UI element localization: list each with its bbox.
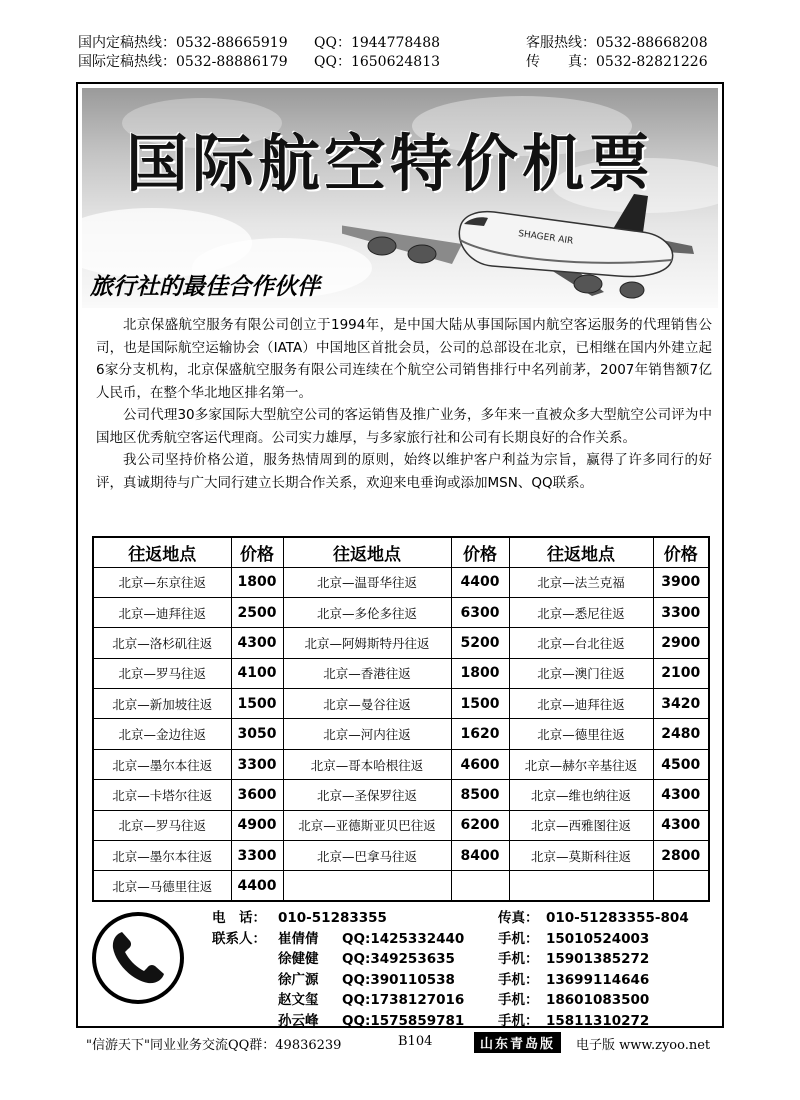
hero-title: 国际航空特价机票 <box>126 127 655 200</box>
fare-price: 3420 <box>653 689 709 719</box>
domestic-hotline: 国内定稿热线：0532-88665919 <box>78 35 288 51</box>
fare-row <box>93 871 709 901</box>
mobile-label: 手机： <box>498 1012 539 1029</box>
col-header-price: 价格 <box>653 537 709 567</box>
phone-emblem <box>92 912 184 1004</box>
fare-route <box>509 871 653 901</box>
fare-price: 4300 <box>231 628 283 658</box>
domestic-qq: QQ：1944778488 <box>314 35 441 51</box>
fare-price: 1500 <box>451 689 509 719</box>
page-footer <box>86 1034 718 1054</box>
tel-number: 010-51283355 <box>278 910 387 926</box>
fare-price: 1620 <box>451 719 509 749</box>
hotline-row-1 <box>78 34 718 53</box>
fare-route: 北京—卡塔尔往返 <box>93 780 231 810</box>
fare-price: 8500 <box>451 780 509 810</box>
fare-route: 北京—西雅图往返 <box>509 810 653 840</box>
fax-number: 010-51283355-804 <box>546 910 689 926</box>
fare-route: 北京—多伦多往返 <box>283 597 451 627</box>
contact-tel-row <box>212 908 712 929</box>
edition-site: 电子版 www.zyoo.net <box>576 1038 711 1053</box>
phone-handset-icon <box>108 928 168 988</box>
mobile-label: 手机： <box>498 951 539 967</box>
fare-price: 4500 <box>653 749 709 779</box>
contact-qq: QQ:390110538 <box>342 971 455 988</box>
contact-mobile: 15811310272 <box>546 1012 650 1029</box>
contact-person-row <box>212 990 712 1011</box>
fare-route: 北京—新加坡往返 <box>93 689 231 719</box>
col-header-price: 价格 <box>231 537 283 567</box>
contact-qq: QQ:1738127016 <box>342 992 465 1008</box>
fare-row <box>93 628 709 658</box>
fare-route: 北京—金边往返 <box>93 719 231 749</box>
fare-price <box>653 871 709 901</box>
fare-row <box>93 567 709 597</box>
fare-price: 5200 <box>451 628 509 658</box>
fare-route: 北京—曼谷往返 <box>283 689 451 719</box>
fare-price: 2100 <box>653 658 709 688</box>
tel-label: 电 话： <box>212 910 266 926</box>
fare-route: 北京—澳门往返 <box>509 658 653 688</box>
hero-tagline: 旅行社的最佳合作伙伴 <box>90 274 320 300</box>
fare-route: 北京—德里往返 <box>509 719 653 749</box>
intl-qq: QQ：1650624813 <box>314 54 441 70</box>
page-number: B104 <box>398 1034 433 1049</box>
fare-price: 2900 <box>653 628 709 658</box>
fare-price: 3300 <box>231 841 283 871</box>
fare-route: 北京—迪拜往返 <box>509 689 653 719</box>
fare-price: 8400 <box>451 841 509 871</box>
fare-price: 4600 <box>451 749 509 779</box>
fare-price: 3900 <box>653 567 709 597</box>
fare-price: 2800 <box>653 841 709 871</box>
hotline-row-2 <box>78 53 718 72</box>
fare-price: 2480 <box>653 719 709 749</box>
intro-paragraph-1: 北京保盛航空服务有限公司创立于1994年，是中国大陆从事国际国内航空客运服务的代理销售公司，也是国际航空运输协会（IATA）中国地区首批会员，公司的总部设在北京，已相继在国内外建立起6家分支机构，北京保盛航空服务有限公司连续在个航空公司销售排行中名列前茅，2007年销售额7亿人民币，在整个华北地区排名第一。 <box>96 317 712 401</box>
contact-qq: QQ:349253635 <box>342 951 455 967</box>
contact-name: 赵文玺 <box>278 992 319 1008</box>
fare-price: 4300 <box>653 780 709 810</box>
fare-table <box>92 536 710 902</box>
fare-row <box>93 749 709 779</box>
fare-route: 北京—东京往返 <box>93 567 231 597</box>
airplane-icon <box>342 188 718 308</box>
hotlines-header <box>78 34 718 72</box>
fare-price: 4300 <box>653 810 709 840</box>
mobile-label: 手机： <box>498 971 539 988</box>
fare-route: 北京—哥本哈根往返 <box>283 749 451 779</box>
fare-route: 北京—赫尔辛基往返 <box>509 749 653 779</box>
col-header-route: 往返地点 <box>283 537 451 567</box>
fare-row <box>93 689 709 719</box>
fare-route: 北京—河内往返 <box>283 719 451 749</box>
fare-price: 3300 <box>653 597 709 627</box>
fare-price: 4400 <box>231 871 283 901</box>
fare-price: 3050 <box>231 719 283 749</box>
contact-person-row <box>212 1011 712 1032</box>
contact-person-row <box>212 949 712 970</box>
fare-row <box>93 719 709 749</box>
fare-price: 4400 <box>451 567 509 597</box>
people-label: 联系人： <box>212 930 266 947</box>
fare-route: 北京—台北往返 <box>509 628 653 658</box>
fare-route: 北京—香港往返 <box>283 658 451 688</box>
fare-price: 1800 <box>451 658 509 688</box>
ad-frame <box>76 82 724 1028</box>
fare-price: 3600 <box>231 780 283 810</box>
fare-route: 北京—圣保罗往返 <box>283 780 451 810</box>
fare-route: 北京—维也纳往返 <box>509 780 653 810</box>
contact-name: 崔倩倩 <box>278 930 319 947</box>
fare-price: 1800 <box>231 567 283 597</box>
fare-price: 6200 <box>451 810 509 840</box>
contact-mobile: 13699114646 <box>546 971 650 988</box>
hero-banner <box>82 88 718 308</box>
fare-route: 北京—法兰克福 <box>509 567 653 597</box>
fare-price <box>451 871 509 901</box>
col-header-route: 往返地点 <box>93 537 231 567</box>
fare-route: 北京—墨尔本往返 <box>93 749 231 779</box>
fare-route: 北京—墨尔本往返 <box>93 841 231 871</box>
fare-price: 3300 <box>231 749 283 779</box>
fare-route: 北京—迪拜往返 <box>93 597 231 627</box>
fare-price: 4100 <box>231 658 283 688</box>
intro-paragraph-3: 我公司坚持价格公道，服务热情周到的原则，始终以维护客户利益为宗旨，赢得了许多同行的好评，真诚期待与广大同行建立长期合作关系，欢迎来电垂询或添加MSN、QQ联系。 <box>96 452 712 491</box>
footer-qq-group: "信游天下"同业业务交流QQ群：49836239 <box>86 1038 342 1053</box>
contact-name: 徐健健 <box>278 951 319 967</box>
intl-hotline: 国际定稿热线：0532-88886179 <box>78 54 288 70</box>
fare-price: 4900 <box>231 810 283 840</box>
contact-name: 徐广源 <box>278 971 319 988</box>
service-hotline: 客服热线：0532-88668208 <box>526 35 708 51</box>
fare-route: 北京—罗马往返 <box>93 658 231 688</box>
fare-route: 北京—洛杉矶往返 <box>93 628 231 658</box>
fare-route: 北京—亚德斯亚贝巴往返 <box>283 810 451 840</box>
mobile-label: 手机： <box>498 930 539 947</box>
col-header-price: 价格 <box>451 537 509 567</box>
fare-row <box>93 597 709 627</box>
company-intro <box>96 314 712 494</box>
contact-mobile: 15010524003 <box>546 930 650 947</box>
contact-name: 孙云峰 <box>278 1012 319 1029</box>
fare-row <box>93 780 709 810</box>
fare-route: 北京—巴拿马往返 <box>283 841 451 871</box>
fax-line: 传 真：0532-82821226 <box>526 54 708 70</box>
fare-row <box>93 841 709 871</box>
col-header-route: 往返地点 <box>509 537 653 567</box>
fare-route: 北京—莫斯科往返 <box>509 841 653 871</box>
fare-route <box>283 871 451 901</box>
fare-row <box>93 810 709 840</box>
plane-livery: SHAGER AIR <box>517 229 574 247</box>
contact-mobile: 15901385272 <box>546 951 650 967</box>
fare-route: 北京—马德里往返 <box>93 871 231 901</box>
fare-route: 北京—罗马往返 <box>93 810 231 840</box>
mobile-label: 手机： <box>498 992 539 1008</box>
fare-route: 北京—阿姆斯特丹往返 <box>283 628 451 658</box>
contact-person-row <box>212 929 712 950</box>
fare-table-header <box>93 537 709 567</box>
fax-label: 传真： <box>498 910 539 926</box>
contact-mobile: 18601083500 <box>546 992 650 1008</box>
contact-person-row <box>212 970 712 991</box>
fare-row <box>93 658 709 688</box>
fare-route: 北京—温哥华往返 <box>283 567 451 597</box>
contact-qq: QQ:1425332440 <box>342 930 465 947</box>
fare-price: 2500 <box>231 597 283 627</box>
edition-badge: 山东青岛版 <box>474 1032 561 1053</box>
fare-route: 北京—悉尼往返 <box>509 597 653 627</box>
contact-block <box>212 908 712 1031</box>
contact-qq: QQ:1575859781 <box>342 1012 465 1029</box>
intro-paragraph-2: 公司代理30多家国际大型航空公司的客运销售及推广业务，多年来一直被众多大型航空公司评为中国地区优秀航空客运代理商。公司实力雄厚，与多家旅行社和公司有长期良好的合作关系。 <box>96 407 712 446</box>
fare-price: 6300 <box>451 597 509 627</box>
fare-price: 1500 <box>231 689 283 719</box>
